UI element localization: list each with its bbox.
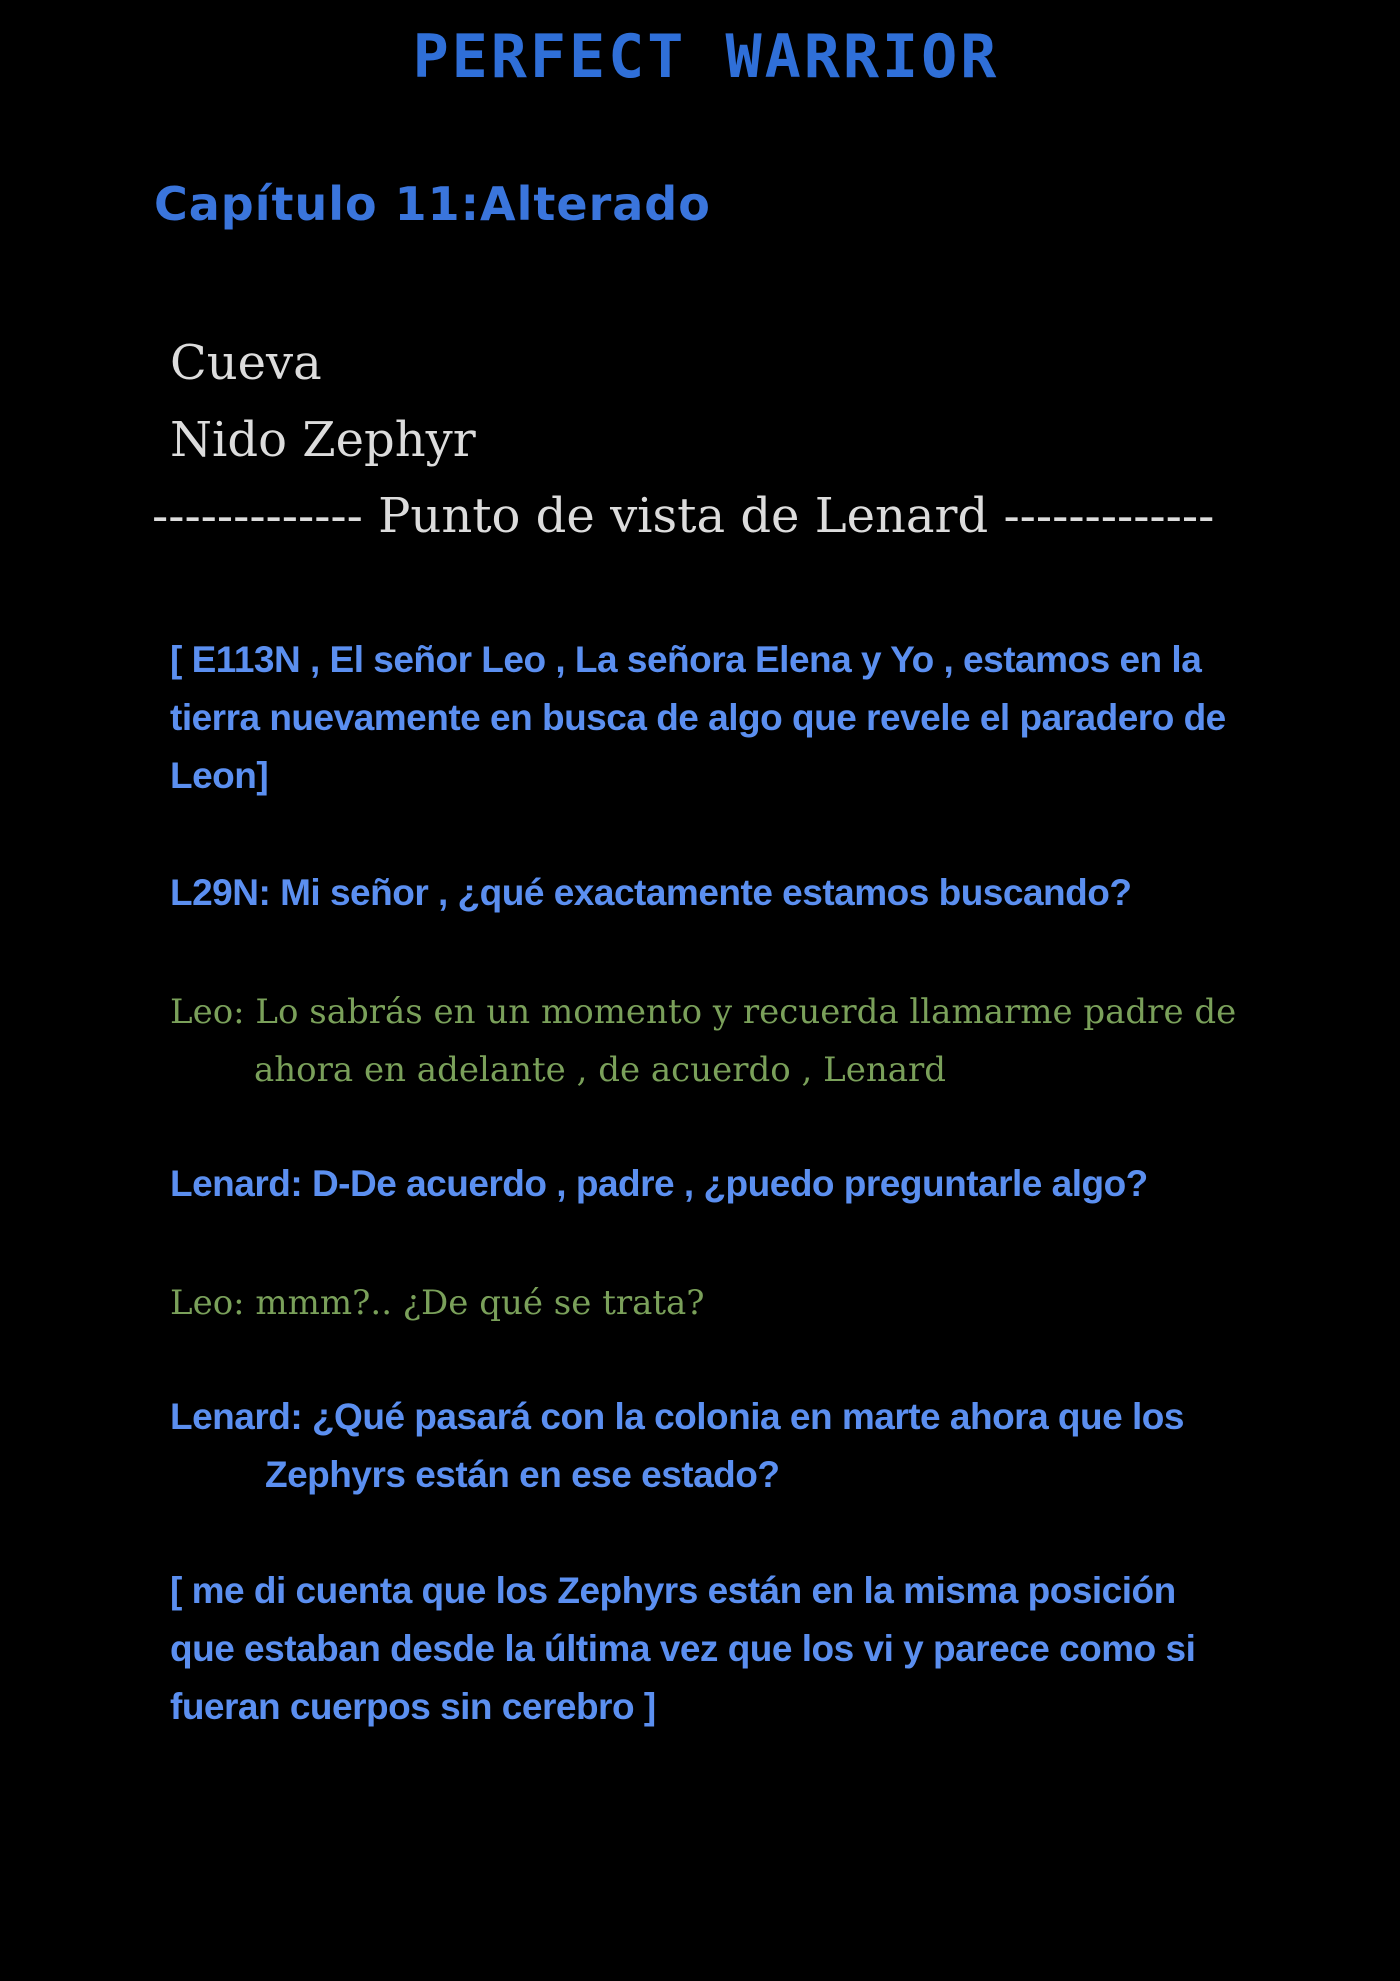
dialogue-lenard-colony-line-2: Zephyrs están en ese estado?	[265, 1454, 780, 1495]
narration-paragraph: [ E113N , El señor Leo , La señora Elena y Yo , estamos en la tierra nuevamente en busca de algo que revele el paradero de Leon]	[170, 639, 1226, 796]
location-line-2: Nido Zephyr	[170, 412, 476, 468]
dialogue-leo-line-1: Leo: Lo sabrás en un momento y recuerda llamarme padre de	[170, 992, 1237, 1032]
book-title: PERFECT WARRIOR	[412, 22, 1000, 92]
chapter-title: Capítulo 11:Alterado	[154, 177, 711, 231]
dialogue-lenard-colony	[170, 1388, 1230, 1504]
dialogue-leo	[170, 983, 1250, 1099]
dialogue-l29n: L29N: Mi señor , ¿qué exactamente estamos buscando?	[170, 872, 1132, 913]
narration-closing: [ me di cuenta que los Zephyrs están en la misma posición que estaban desde la última vez que los vi y parece como si fueran cuerpos sin cerebro ]	[170, 1570, 1196, 1727]
dialogue-lenard-colony-line-1: Lenard: ¿Qué pasará con la colonia en marte ahora que los	[170, 1396, 1184, 1437]
point-of-view-line: ------------- Punto de vista de Lenard -------------	[152, 488, 1215, 544]
dialogue-lenard: Lenard: D-De acuerdo , padre , ¿puedo preguntarle algo?	[170, 1163, 1148, 1204]
location-line-1: Cueva	[170, 335, 322, 391]
dialogue-leo-line-2: ahora en adelante , de acuerdo , Lenard	[254, 1050, 947, 1090]
dialogue-leo-question: Leo: mmm?.. ¿De qué se trata?	[170, 1283, 705, 1323]
